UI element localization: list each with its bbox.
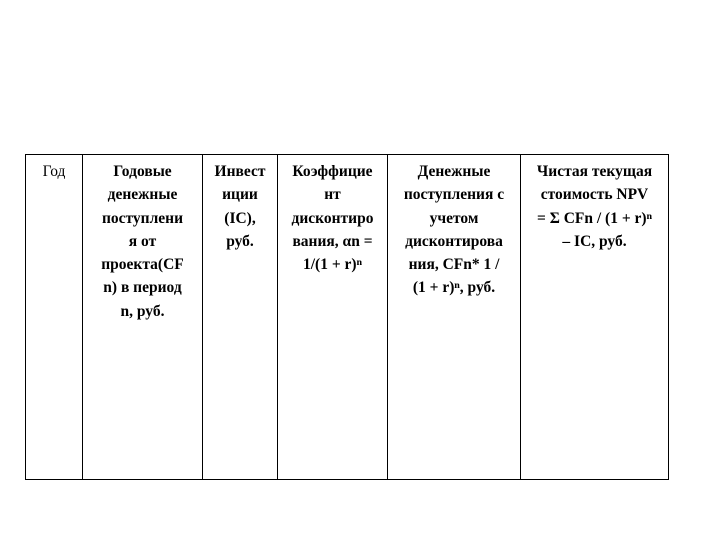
npv-calculation-table	[25, 154, 669, 480]
header-investments-label: Инвест иции (IC), руб.	[214, 163, 266, 250]
header-npv-label: Чистая текущая стоимость NPV = Σ CFn / (1 + r)ⁿ – IC, руб.	[536, 163, 653, 250]
header-cell-npv	[521, 155, 669, 480]
header-year-label: Год	[42, 163, 66, 180]
header-cell-year	[26, 155, 83, 480]
table-header-row	[26, 155, 669, 480]
header-cell-discounted-cash-flow	[388, 155, 521, 480]
header-cell-investments	[203, 155, 278, 480]
header-cell-discount-factor	[278, 155, 388, 480]
header-annual-cash-flow-label: Годовые денежные поступлени я от проекта(CF n) в период n, руб.	[101, 163, 184, 320]
header-discounted-cash-flow-label: Денежные поступления с учетом дисконтирова ния, CFn* 1 / (1 + r)ⁿ, руб.	[403, 163, 505, 297]
header-cell-annual-cash-flow	[83, 155, 203, 480]
header-discount-factor-label: Коэффицие нт дисконтиро вания, αn = 1/(1 + r)ⁿ	[291, 163, 374, 274]
